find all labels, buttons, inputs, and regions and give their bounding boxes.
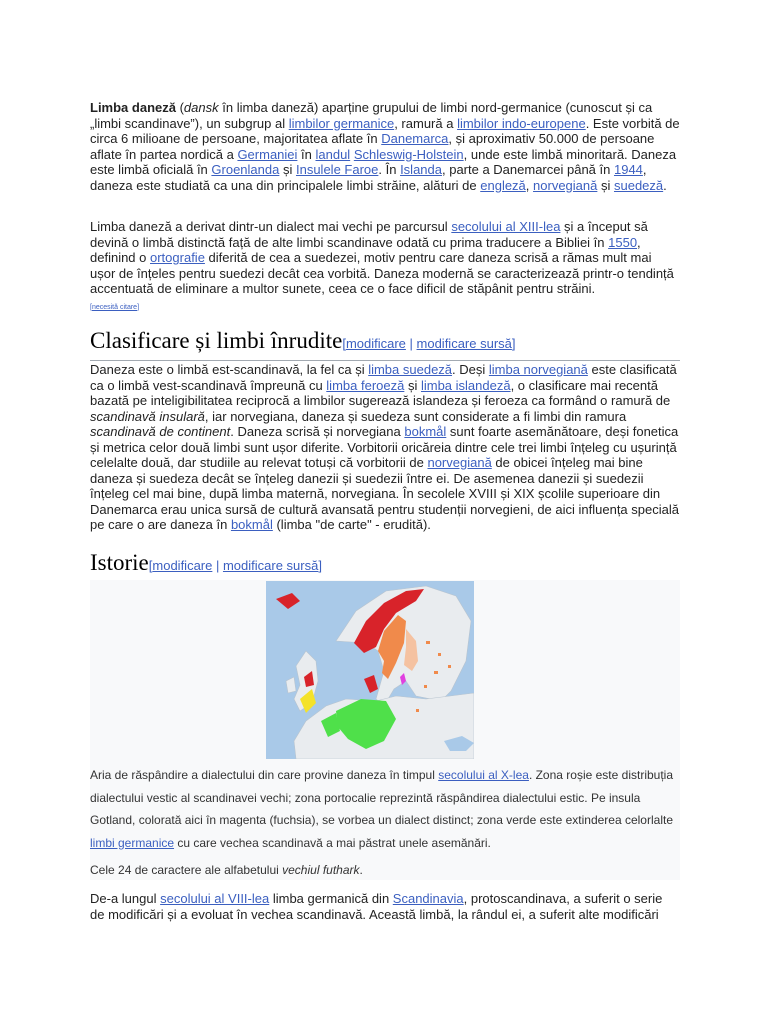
link-schleswig-holstein[interactable]: Schleswig-Holstein [353,146,464,162]
citation-needed-link[interactable]: [necesită citare] [90,303,140,311]
history-paragraph: De-a lungul secolului al VIII-lea limba germanică din Scandinavia, protoscandinava, a suferit o serie de modificări și a evoluat în vechea scandinavă. Această limbă, la rândul ei, a suferit alte modificări [90,891,663,922]
section-title: Istorie [90,550,149,575]
dialect-map-image[interactable] [266,581,474,759]
futhark-caption: Cele 24 de caractere ale alfabetului vechiul futhark. [90,863,363,877]
link-land[interactable]: landul [315,146,351,162]
link-norwegian[interactable]: norvegiană [533,177,598,193]
edit-links: [modificare | modificare sursă] [148,558,322,573]
edit-source-link[interactable]: modificare sursă [416,336,512,351]
section-heading-history [90,549,680,583]
map-caption: Aria de răspândire a dialectului din care provine daneza în timpul secolului al X-lea. Zona roșie este distribuția dialectului vestic al scandinavei vechi; zona portocalie reprezintă răspândirea dialectului estic. Pe insula Gotland, colorată aici în magenta (fuchsia), se vorbea un dialect distinct; zona verde este extinderea celorlalte limbi germanice cu care vechea scandinavă a mai păstrat unele asemănări. [90,768,674,850]
link-bokmal-2[interactable]: bokmål [230,517,273,532]
link-orthography[interactable]: ortografie [150,250,205,265]
term-bold: Limba daneză [90,100,176,115]
link-scandinavia[interactable]: Scandinavia [392,891,464,906]
link-13th-century[interactable]: secolului al XIII-lea [451,219,561,234]
section-heading-classification [90,327,680,361]
link-swedish[interactable]: suedeză [613,177,664,193]
intro-paragraph-2: Limba daneză a derivat dintr-un dialect mai vechi pe parcursul secolului al XIII-lea și a început să devină o limbă distinctă față de alte limbi scandinave odată cu prima traducere a Bibliei în 1550, definind o ortografie diferită de cea a suedezei, motiv pentru care daneza scrisă a rămas mult mai ușor de înțeles pentru suedezi decât cea vorbită. Daneza modernă se caracterizează printr-o tendință accentuată de eliminare a multor sunete, ceea ce o face dificil de stăpânit pentru străini. [necesită citare] [90,219,674,311]
link-bokmal[interactable]: bokmål [404,424,447,439]
link-1550[interactable]: 1550 [608,234,638,250]
link-norwegian-language[interactable]: limba norvegiană [488,362,588,377]
edit-link[interactable]: modificare [152,558,213,573]
link-germanic-languages[interactable]: limbilor germanice [288,115,395,131]
link-swedish-language[interactable]: limba suedeză [368,362,453,377]
edit-link[interactable]: modificare [345,336,406,351]
link-iceland[interactable]: Islanda [400,162,442,177]
link-denmark[interactable]: Danemarca [381,131,449,146]
link-germanic-languages-2[interactable]: limbi germanice [90,835,175,850]
edit-links: [modificare | modificare sursă] [342,336,516,351]
link-norwegian-2[interactable]: norvegiană [427,455,492,470]
link-faroese-language[interactable]: limba feroeză [326,377,405,393]
link-english[interactable]: engleză [480,177,526,193]
section-title: Clasificare și limbi înrudite [90,328,343,353]
link-germany[interactable]: Germaniei [237,146,298,162]
classification-paragraph: Daneza este o limbă est-scandinavă, la fel ca și limba suedeză. Deși limba norvegiană este clasificată ca o limbă vest-scandinavă împreună cu limba feroeză și limba islandeză, o clasificare mai recentă bazată pe inteligibilitatea reciprocă a limbilor sugerează islandeza și feroeza ca formând o ramură de scandinavă insulară, iar norvegiana, daneza și suedeza sunt considerate a fi limbi din ramura scandinavă de continent. Daneza scrisă și norvegiana bokmål sunt foarte asemănătoare, deși fonetica și metrica celor două limbi sunt ușor diferite. Vorbitorii oricăreia dintre cele trei limbi înțeleg cu ușurință celelalte două, dar studiile au relevat totuși că vorbitorii de norvegiană de obicei înțeleg mai bine daneza și suedeza decât se înțeleg danezii și suedezii între ei. De asemenea danezii și suedezii înțeleg cel mai bine, după limba maternă, norvegiana. În secolele XVIII și XIX școlile superioare din Danemarca erau unica sursă de cultură avansată pentru studenții norvegieni, de aici influența specială pe care o are daneza în bokmål (limba "de carte" - erudită). [90,362,679,532]
link-indo-european[interactable]: limbilor indo-europene [457,115,586,131]
link-faroe-islands[interactable]: Insulele Faroe [295,162,379,177]
link-1944[interactable]: 1944 [613,162,643,177]
link-8th-century[interactable]: secolului al VIII-lea [160,891,270,906]
link-10th-century[interactable]: secolului al X-lea [438,768,529,782]
intro-paragraph-1: Limba daneză (dansk în limba daneză) aparține grupului de limbi nord-germanice (cunoscut și ca „limbi scandinave”), un subgrup al limbilor germanice, ramură a limbilor indo-europene. Este vorbită de circa 6 milioane de persoane, majoritatea aflate în Danemarca, și aproximativ 50.000 de persoane aflate în partea nordică a Germaniei în landul Schleswig-Holstein, unde este limbă minoritară. Daneza este limbă oficială în Groenlanda și Insulele Faroe. În Islanda, parte a Danemarcei până în 1944, daneza este studiată ca una din principalele limbi străine, alături de engleză, norvegiană și suedeză. [90,100,680,193]
europe-map-svg [266,581,474,759]
edit-source-link[interactable]: modificare sursă [222,558,319,573]
link-greenland[interactable]: Groenlanda [211,162,280,177]
link-icelandic-language[interactable]: limba islandeză [420,377,511,393]
